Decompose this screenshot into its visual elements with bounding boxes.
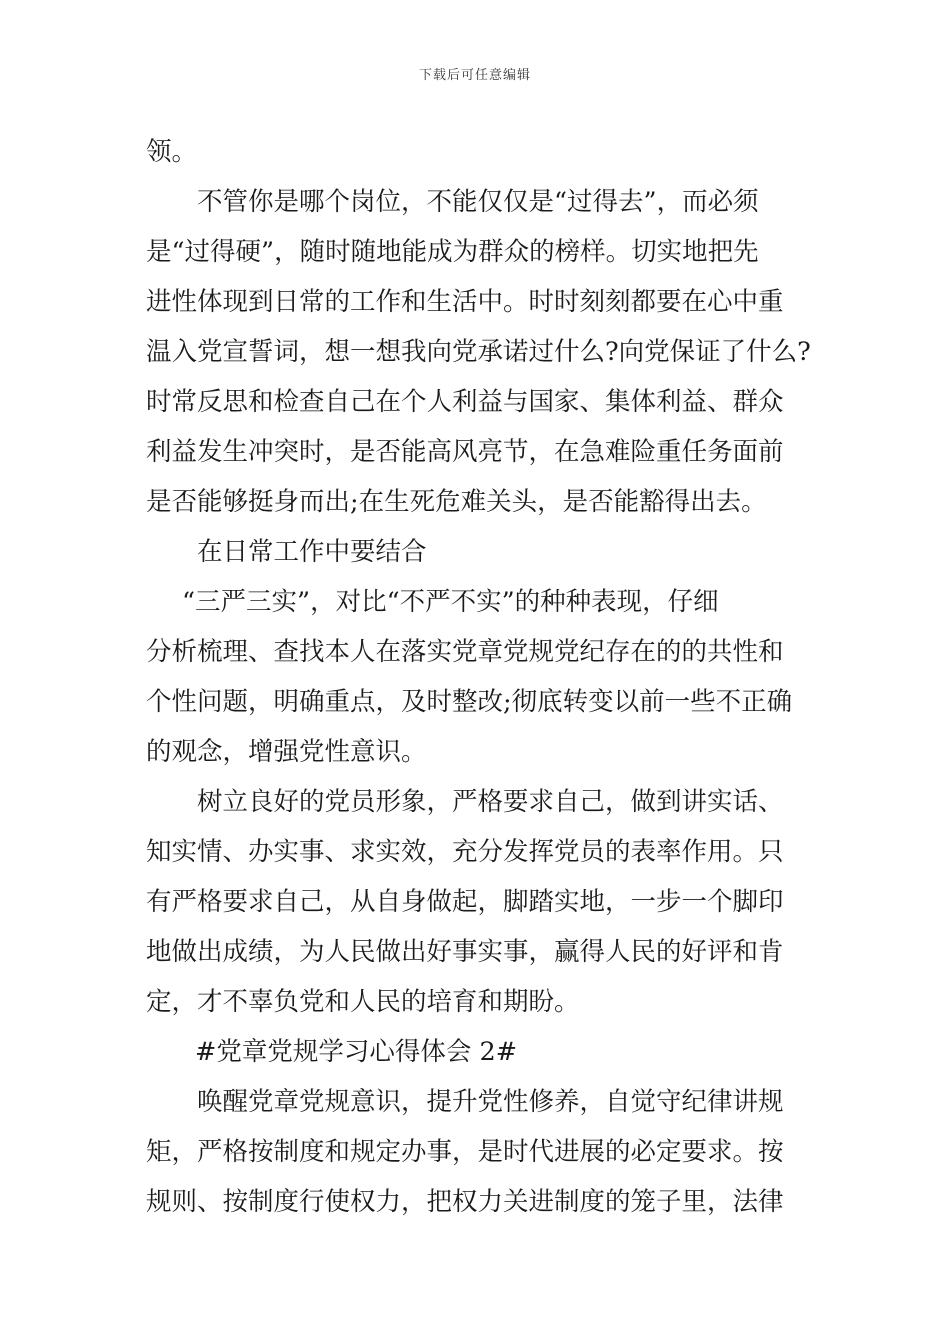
text-line: 定，才不辜负党和人民的培育和期盼。	[146, 987, 580, 1017]
text-line: 规则、按制度行使权力，把权力关进制度的笼子里，法律	[146, 1187, 784, 1217]
text-line: 地做出成绩，为人民做出好事实事，赢得人民的好评和肯	[146, 937, 784, 967]
paragraph-start-line: 不管你是哪个岗位，不能仅仅是“过得去”，而必须	[197, 187, 759, 217]
paragraph-start-line: 在日常工作中要结合	[197, 537, 427, 567]
text-line: 是“过得硬”，随时随地能成为群众的榜样。切实地把先	[146, 237, 759, 267]
text-line: 矩，严格按制度和规定办事，是时代进展的必定要求。按	[146, 1137, 784, 1167]
text-line: 利益发生冲突时，是否能高风亮节，在急难险重任务面前	[146, 437, 784, 467]
page-header: 下载后可任意编辑	[418, 68, 531, 83]
text-line: 分析梳理、查找本人在落实党章党规党纪存在的的共性和	[146, 637, 784, 667]
text-line: 是否能够挺身而出;在生死危难关头，是否能豁得出去。	[146, 487, 767, 517]
text-line: 个性问题，明确重点，及时整改;彻底转变以前一些不正确	[146, 687, 793, 717]
text-line: 领。	[146, 137, 198, 167]
text-line: 进性体现到日常的工作和生活中。时时刻刻都要在心中重	[146, 287, 784, 317]
section-heading: #党章党规学习心得体会 2#	[195, 1037, 518, 1067]
paragraph-start-line: “三严三实”，对比“不严不实”的种种表现，仔细	[182, 587, 719, 617]
text-line: 有严格要求自己，从自身做起，脚踏实地，一步一个脚印	[146, 887, 784, 917]
document-body	[146, 127, 836, 1227]
text-line: 温入党宣誓词，想一想我向党承诺过什么?向党保证了什么?	[146, 337, 811, 367]
paragraph-start-line: 唤醒党章党规意识，提升党性修养，自觉守纪律讲规	[197, 1087, 784, 1117]
text-line: 时常反思和检查自己在个人利益与国家、集体利益、群众	[146, 387, 784, 417]
text-line: 知实情、办实事、求实效，充分发挥党员的表率作用。只	[146, 837, 784, 867]
text-line: 的观念，增强党性意识。	[146, 737, 427, 767]
paragraph-start-line: 树立良好的党员形象，严格要求自己，做到讲实话、	[197, 787, 784, 817]
